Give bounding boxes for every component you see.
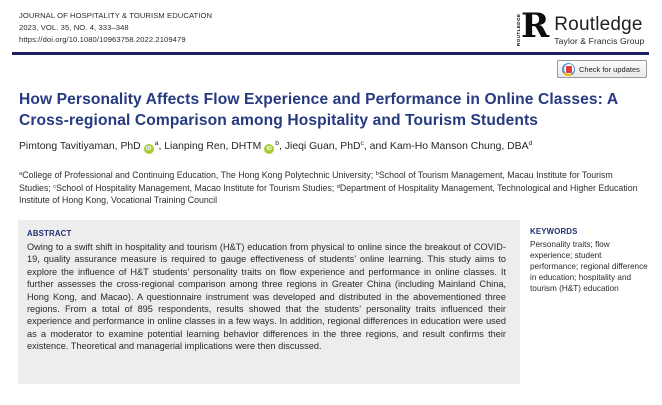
article-title bbox=[19, 89, 649, 131]
check-for-updates-label: Check for updates bbox=[579, 64, 640, 74]
author-name: Kam-Ho Manson Chung, DBA bbox=[389, 141, 529, 152]
doi-link[interactable]: https://doi.org/10.1080/10963758.2022.2109479 bbox=[19, 35, 186, 44]
author-name: Pimtong Tavitiyaman, PhD bbox=[19, 141, 141, 152]
abstract-text: Owing to a swift shift in hospitality and tourism (H&T) education from physical to online since the breakout of COVID-19, quality assurance measure is required to gauge effectiveness of students’ online learning. This study aims to explore the influence of H&T students’ personality traits on flow experience and performance in online classes. It further assesses the cross-regional comparison among three regions in Greater China (including Mainland China, Hong Kong, and Macao). A questionnaire instrument was developed and distributed in the abovementioned three regions. From a total of 895 respondents, results showed that the students’ personality traits influenced their experience and performance in online classes in a few ways. In addition, regional differences in education were used as a moderator to examine potential learning behavior differences in the three regions, and result confirms their existence. Theoretical and managerial implications were then discussed. bbox=[27, 242, 506, 352]
author-name: Lianping Ren, DHTM bbox=[164, 141, 262, 152]
author-affiliation-superscript: a bbox=[154, 140, 159, 147]
abstract-section bbox=[18, 220, 520, 384]
header-divider bbox=[12, 52, 649, 55]
title-line-2: Cross-regional Comparison among Hospitality and Tourism Students bbox=[19, 112, 539, 129]
affiliation-superscript: d bbox=[336, 184, 340, 190]
routledge-logo bbox=[516, 8, 644, 46]
check-for-updates-button[interactable] bbox=[557, 60, 647, 78]
routledge-r-mark bbox=[516, 8, 549, 46]
routledge-r-letter: R bbox=[521, 6, 550, 46]
keywords-section bbox=[530, 227, 651, 294]
affiliation-superscript: c bbox=[53, 184, 57, 190]
author-affiliation-superscript: d bbox=[528, 140, 533, 147]
title-line-1: How Personality Affects Flow Experience and Performance in Online Classes: A bbox=[19, 91, 619, 108]
orcid-icon[interactable]: iD bbox=[264, 144, 274, 154]
journal-info bbox=[19, 10, 212, 46]
keywords-text: Personality traits; flow experience; student performance; regional difference in education; hospitality and tourism (H&T) education bbox=[530, 240, 648, 293]
publisher-group-name: Taylor & Francis Group bbox=[554, 36, 645, 46]
author-list: Pimtong Tavitiyaman, PhD $iD^a$, Lianping Ren, DHTM $iD^b$, Jieqi Guan, PhD$^c$, and Kam-Ho Manson Chung, DBA$^d$ bbox=[19, 140, 533, 152]
affiliations: $^a$College of Professional and Continuing Education, The Hong Kong Polytechnic University; $^b$School of Tourism Management, Macau Institute for Tourism Studies; $^c$School of Hospitality Management, Macao Institute for Tourism Studies; $^d$Department of Hospitality Management, Technological and Higher Education Institute of Hong Kong, Vocational Training Council bbox=[19, 170, 638, 205]
affiliation-superscript: b bbox=[375, 171, 379, 177]
author-name: Jieqi Guan, PhD bbox=[284, 141, 361, 152]
publisher-name: Routledge bbox=[554, 14, 643, 35]
routledge-vertical-text: ROUTLEDGE bbox=[516, 13, 521, 46]
journal-volume-issue: 2023, VOL. 35, NO. 4, 333–348 bbox=[19, 23, 129, 32]
author-affiliation-superscript: b bbox=[275, 140, 280, 147]
affiliation-superscript: a bbox=[19, 171, 23, 177]
abstract-heading: ABSTRACT bbox=[27, 229, 72, 238]
journal-name: JOURNAL OF HOSPITALITY & TOURISM EDUCATION bbox=[19, 11, 213, 20]
keywords-heading: KEYWORDS bbox=[530, 227, 578, 236]
author-affiliation-superscript: c bbox=[360, 140, 364, 147]
orcid-icon[interactable]: iD bbox=[144, 144, 154, 154]
publisher-wordmark bbox=[554, 8, 644, 46]
crossmark-icon bbox=[562, 63, 575, 76]
